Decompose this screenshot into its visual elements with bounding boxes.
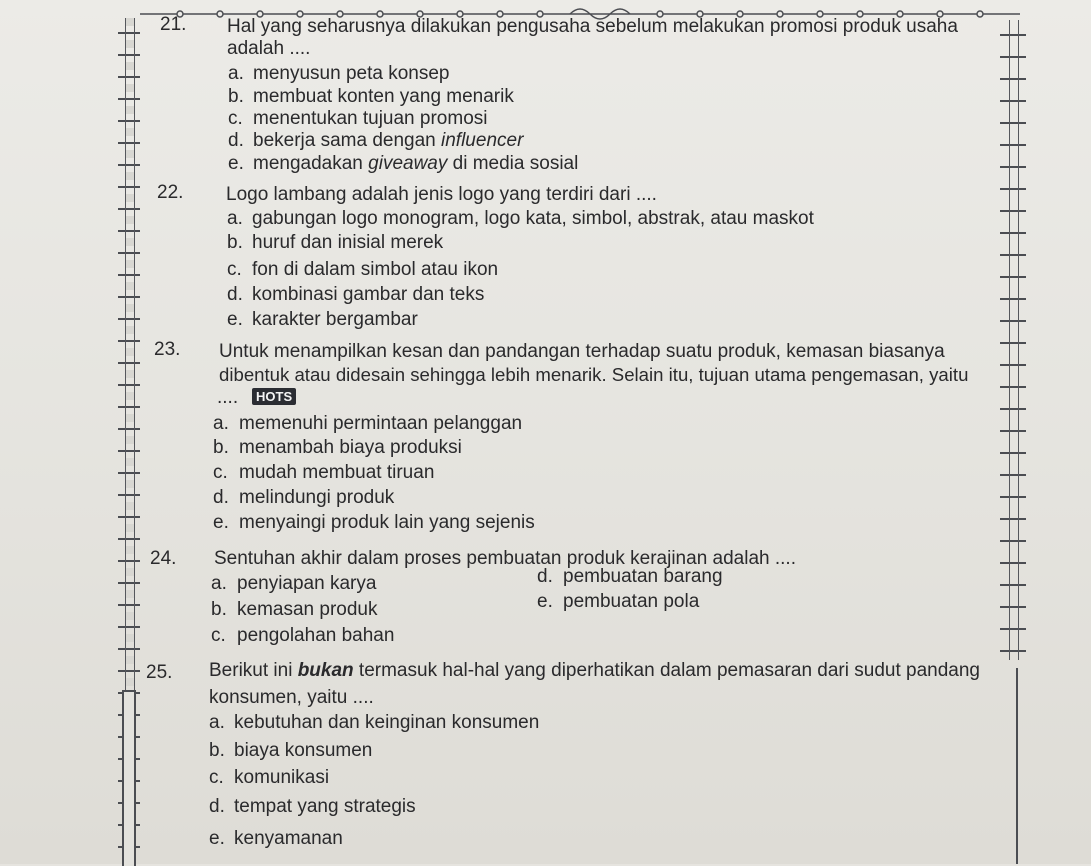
right-frame-line (1016, 668, 1078, 864)
question-23-stem: Untuk menampilkan kesan dan pandangan terhadap suatu produk, kemasan biasanya (219, 341, 945, 362)
question-23-number: 23. (154, 339, 181, 360)
question-23-stem-cont: dibentuk atau didesain sehingga lebih menarik. Selain itu, tujuan utama pengemasan, yaitu (219, 364, 969, 385)
question-22-number: 22. (157, 182, 184, 203)
question-24-number: 24. (150, 548, 177, 569)
question-25-stem-cont: konsumen, yaitu .... (209, 687, 374, 708)
question-22-stem: Logo lambang adalah jenis logo yang terdiri dari .... (226, 184, 657, 205)
worksheet-page: 21. Hal yang seharusnya dilakukan pengusaha sebelum melakukan promosi produk usaha adalah .... a. menyusun peta konsep b. membuat konten yang menarik c. menentukan tujuan promosi d. bekerja sama dengan influencer e. mengadakan giveaway di media sosial 22. Logo lambang adalah jenis logo yang terdiri dari .... a. gabungan logo monogram, logo kata, simbol, abstrak, atau maskot b. huruf dan inisial merek c. fon di dalam simbol atau ikon d. kombinasi gambar dan teks e. karakter bergambar 23. Untuk menampilkan kesan dan pandangan terhadap suatu produk, kemasan biasanya dibentuk atau didesain sehingga lebih menarik. Selain itu, tujuan utama pengemasan, yaitu .... HOTS a. memenuhi permintaan pelanggan b. menambah biaya produksi c. mudah membuat tiruan d. melindungi produk e. menyaingi produk lain yang sejenis 24. Sentuhan akhir dalam proses pembuatan produk kerajinan adalah .... a. penyiapan karya b. kemasan produk c. pengolahan bahan d. pembuatan barang e. pembuatan pola 25. Berikut ini bukan termasuk hal-hal yang diperhatikan dalam pemasaran dari sudut pandang konsumen, yaitu .... a. kebutuhan dan keinginan konsumen b. biaya konsumen c. komunikasi d. tempat yang strategis e. kenyamanan (0, 0, 1091, 864)
question-25-stem: Berikut ini bukan termasuk hal-hal yang diperhatikan dalam pemasaran dari sudut pandang (209, 660, 980, 681)
question-23-stem-end: .... (217, 387, 239, 408)
question-25-number: 25. (146, 662, 173, 683)
question-21-stem: Hal yang seharusnya dilakukan pengusaha sebelum melakukan promosi produk usaha (227, 16, 958, 37)
left-frame-box (122, 690, 136, 866)
question-24-stem: Sentuhan akhir dalam proses pembuatan produk kerajinan adalah .... (214, 548, 796, 569)
question-21-number: 21. (160, 14, 187, 35)
question-21-stem-cont: adalah .... (227, 38, 311, 59)
hots-badge: HOTS (252, 388, 296, 405)
right-decorative-border (1000, 20, 1026, 660)
